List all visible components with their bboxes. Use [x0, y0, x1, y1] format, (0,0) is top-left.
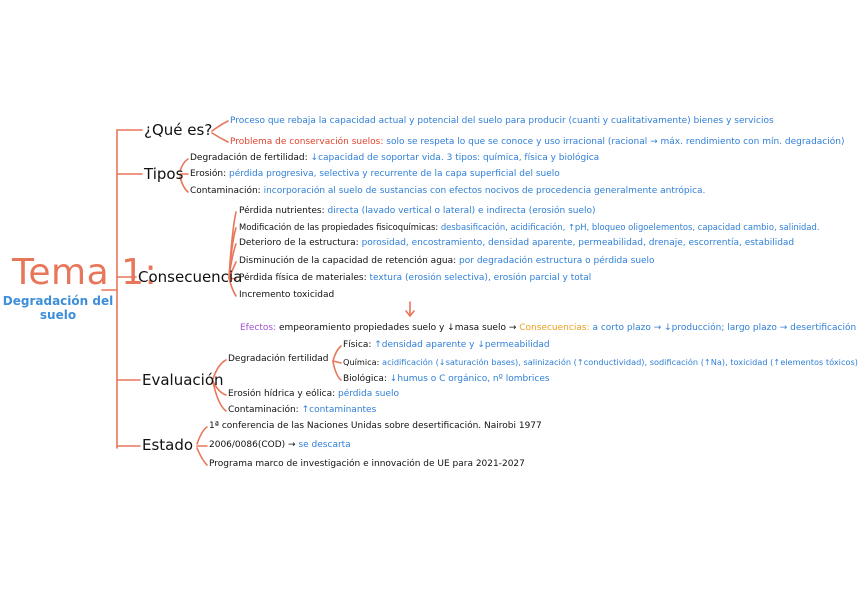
problem-text: solo se respeta lo que se conoce y uso irracional (racional → máx. rendimiento con mín. degradación) [386, 137, 845, 147]
evaluacion-sub-item [343, 357, 858, 367]
evaluacion-item-text: ↑contaminantes [301, 405, 377, 415]
evaluacion-item-label: Contaminación: [228, 405, 299, 415]
evaluacion-sub-text: acidificación (↓saturación bases), salinización (↑conductividad), sodificación (↑Na), toxicidad (↑elementos tóxicos) [382, 357, 858, 367]
tipos-item-text: incorporación al suelo de sustancias con efectos nocivos de procedencia generalmente antrópica. [263, 186, 706, 196]
estado-item [209, 440, 351, 450]
consecuencia-item-text: porosidad, encostramiento, densidad aparente, permeabilidad, drenaje, escorrentía, estabilidad [361, 238, 795, 248]
map-subtitle [2, 294, 114, 322]
tipos-item [190, 153, 599, 163]
subtitle-line-1: Degradación del [2, 294, 114, 308]
tipos-item [190, 186, 705, 196]
evaluacion-item [228, 405, 376, 415]
evaluacion-sub-item [343, 340, 550, 350]
estado-item-label: 2006/0086(COD) [209, 440, 286, 450]
tipos-item-text: ↓capacidad de soportar vida. 3 tipos: química, física y biológica [310, 153, 600, 163]
consecuencia-item [239, 238, 794, 248]
evaluacion-sub-text: ↓humus o C orgánico, nº lombrices [389, 374, 550, 384]
consecuencia-item [239, 222, 819, 232]
evaluacion-sub-label: Física: [343, 340, 372, 350]
problem-label: Problema de conservación suelos: [230, 137, 384, 147]
degradacion-fertilidad-label: Degradación fertilidad [228, 354, 329, 364]
consecuencia-item-text: directa (lavado vertical o lateral) e indirecta (erosión suelo) [327, 206, 596, 216]
consecuencias-label: Consecuencias: [519, 323, 590, 333]
branch-estado: Estado [142, 436, 194, 454]
branch-consecuencia: Consecuencia [138, 268, 243, 286]
map-title: Tema 1: [12, 252, 158, 293]
consecuencias-text: a corto plazo → ↓producción; largo plazo → [592, 323, 788, 333]
que-es-definition: Proceso que rebaja la capacidad actual y potencial del suelo para producir (cuanti y cualitativamente) bienes y servicios [230, 116, 774, 126]
tipos-item-label: Contaminación: [190, 186, 261, 196]
branch-evaluacion: Evaluación [142, 371, 224, 389]
tipos-item [190, 169, 560, 179]
estado-item-label: 1ª conferencia de las Naciones Unidas sobre desertificación. Nairobi 1977 [209, 421, 542, 431]
evaluacion-item-text: pérdida suelo [338, 389, 400, 399]
consecuencia-item [239, 290, 334, 300]
consecuencia-item-label: Modificación de las propiedades fisicoquímicas: [239, 222, 439, 232]
evaluacion-sub-item [343, 374, 550, 384]
que-es-problem [230, 137, 844, 147]
estado-item [209, 459, 525, 469]
evaluacion-item-label: Erosión hídrica y eólica: [228, 389, 336, 399]
efectos-label: Efectos: [240, 323, 277, 333]
consecuencia-item-text: por degradación estructura o pérdida suelo [459, 256, 655, 266]
consecuencia-item [239, 206, 596, 216]
efectos-text: empeoramiento propiedades suelo y ↓masa suelo → [278, 323, 517, 333]
consecuencia-item [239, 256, 655, 266]
evaluacion-sub-label: Química: [343, 357, 380, 367]
evaluacion-item [228, 389, 399, 399]
efectos-line [240, 323, 856, 333]
consecuencia-item-label: Incremento toxicidad [239, 290, 335, 300]
subtitle-line-2: suelo [39, 308, 77, 322]
estado-item-text: se descarta [298, 440, 351, 450]
branch-tipos: Tipos [144, 165, 184, 183]
estado-arrow: → [288, 440, 296, 450]
estado-item-label: Programa marco de investigación e innovación de UE para 2021-2027 [209, 459, 525, 469]
branch-que-es: ¿Qué es? [144, 121, 213, 139]
consecuencia-item-label: Pérdida física de materiales: [239, 273, 367, 283]
evaluacion-sub-label: Biológica: [343, 374, 387, 384]
desertificacion-text: desertificación [790, 323, 857, 333]
evaluacion-sub-text: ↑densidad aparente y ↓permeabilidad [374, 340, 550, 350]
estado-item [209, 421, 542, 431]
consecuencia-item-label: Deterioro de la estructura: [239, 238, 359, 248]
consecuencia-item-text: desbasificación, acidificación, ↑pH, bloqueo oligoelementos, capacidad cambio, salinidad. [440, 222, 820, 232]
consecuencia-item-label: Disminución de la capacidad de retención agua: [239, 256, 457, 266]
consecuencia-item-text: textura (erosión selectiva), erosión parcial y total [369, 273, 592, 283]
consecuencia-item [239, 273, 591, 283]
consecuencia-item-label: Pérdida nutrientes: [239, 206, 325, 216]
tipos-item-label: Degradación de fertilidad: [190, 153, 308, 163]
tipos-item-label: Erosión: [190, 169, 227, 179]
tipos-item-text: pérdida progresiva, selectiva y recurrente de la capa superficial del suelo [229, 169, 560, 179]
